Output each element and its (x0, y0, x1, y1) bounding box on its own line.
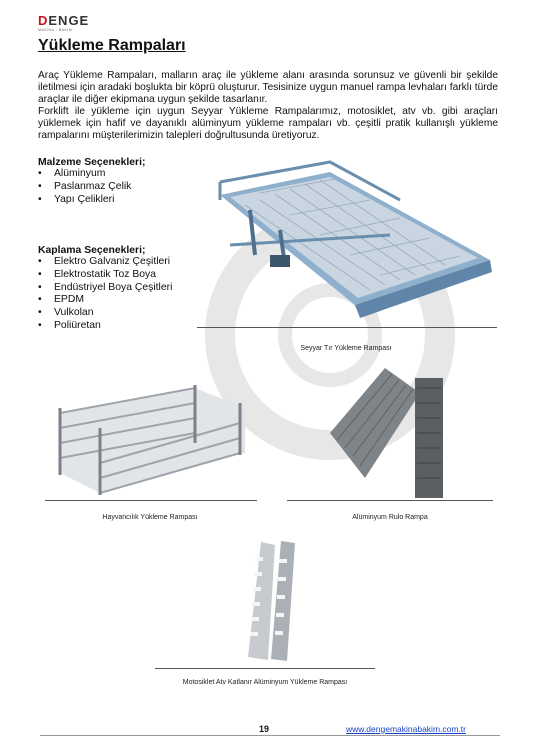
logo-subtitle: MAKİNA - BAKIM (38, 28, 73, 32)
caption-livestock-ramp: Hayvancılık Yükleme Rampası (102, 514, 198, 521)
caption-moto-ramp: Motosiklet Atv Katlanır Alüminyum Yükleme Rampası (182, 679, 348, 686)
divider (45, 500, 257, 501)
coatings-section (38, 245, 208, 333)
caption-roll-ramp: Alüminyum Rulo Rampa (352, 514, 428, 521)
list-item: • Poliüretan (38, 320, 208, 333)
list-item: • Yapı Çelikleri (38, 194, 208, 207)
list-item: • Elektrostatik Toz Boya (38, 269, 208, 282)
page-title: Yükleme Rampaları (38, 37, 186, 54)
logo-text: DENGE (38, 13, 90, 28)
mobile-ramp-image (200, 160, 500, 320)
moto-ramp-image (243, 537, 303, 662)
materials-title: Malzeme Seçenekleri; (38, 157, 146, 168)
list-item: • Vulkolan (38, 307, 208, 320)
list-item: • Elektro Galvaniz Çeşitleri (38, 256, 208, 269)
divider (155, 668, 375, 669)
livestock-ramp-image (45, 383, 250, 498)
intro-paragraph: Forklift ile yükleme için uygun Seyyar Yükleme Rampalarımız, motosiklet, atv vb. gibi araçları yüklemek için hafif ve dayanıklı alüminyum yükleme rampaları vb. çeşitli pratik kullanışlı yükleme rampalarını müşterilerimizin talepleri doğrultusunda üretiyoruz. (38, 106, 498, 141)
caption-mobile-ramp: Seyyar Tır Yükleme Rampası (300, 345, 392, 352)
materials-section (38, 157, 208, 206)
coatings-title: Kaplama Seçenekleri; (38, 245, 146, 256)
list-item: • EPDM (38, 294, 208, 307)
divider (287, 500, 493, 501)
coatings-list (38, 256, 208, 333)
logo (38, 14, 98, 32)
list-item: • Endüstriyel Boya Çeşitleri (38, 282, 208, 295)
intro-paragraph: Araç Yükleme Rampaları, malların araç ile yükleme alanı arasında sorunsuz ve güvenli bir şekilde iletilmesi için aradaki boşlukta bir köprü oluşturur. Tesisinize uygun manuel rampa levhaları farklı türde araçlar ile diğer ekipmana uygun şekilde tasarlanır. (38, 70, 498, 105)
list-item: • Alüminyum (38, 168, 208, 181)
website-link[interactable]: www.dengemakinabakim.com.tr (346, 724, 466, 734)
logo-text-rest: ENGE (48, 13, 90, 28)
list-item: • Paslanmaz Çelik (38, 181, 208, 194)
page-number: 19 (259, 724, 270, 734)
roll-ramp-image (325, 368, 455, 503)
materials-list (38, 168, 208, 206)
intro-text (38, 70, 498, 142)
footer-divider (40, 735, 500, 736)
divider (197, 327, 497, 328)
